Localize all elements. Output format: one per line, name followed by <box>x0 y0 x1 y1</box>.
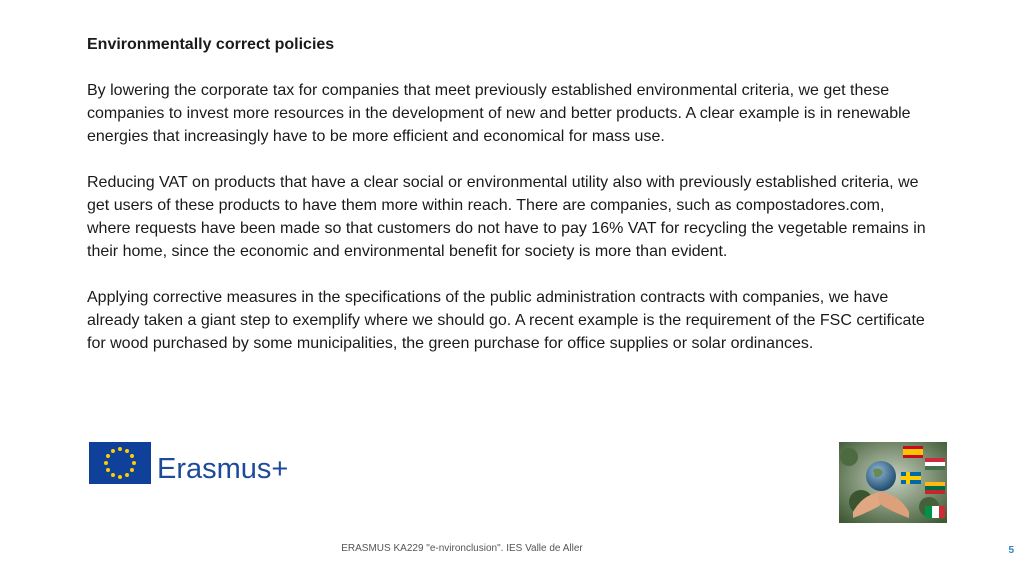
erasmus-flag-icon <box>89 442 289 484</box>
erasmus-logo <box>89 442 289 484</box>
slide-content <box>87 33 927 378</box>
earth-hands-photo <box>839 442 947 523</box>
erasmus-logo-text: Erasmus+ <box>157 453 289 484</box>
paragraph-public-contracts: Applying corrective measures in the specifications of the public administration contracts with companies, we have already taken a giant step to exemplify where we should go. A recent example is the requirement of the FSC certificate for wood purchased by some municipalities, the green purchase for office supplies or solar ordinances. <box>87 289 925 352</box>
paragraph-vat: Reducing VAT on products that have a clear social or environmental utility also with previously established criteria, we get users of these products to have them more within reach. There are companies, such as compostadores.com, where requests have been made so that customers do not have to pay 16% VAT for recycling the vegetable remains in their home, since the economic and environmental benefit for society is more than evident. <box>87 174 926 260</box>
footer-text: ERASMUS KA229 "e-nvironclusion". IES Valle de Aller <box>341 543 583 554</box>
page-number: 5 <box>1008 545 1014 556</box>
paragraph-corporate-tax: By lowering the corporate tax for companies that meet previously established environmental criteria, we get these companies to invest more resources in the development of new and better products. A clear example is in renewable energies that increasingly have to be more efficient and economical for mass use. <box>87 82 911 145</box>
slide-title: Environmentally correct policies <box>87 36 335 53</box>
hands-holding-earth-icon <box>839 442 947 523</box>
